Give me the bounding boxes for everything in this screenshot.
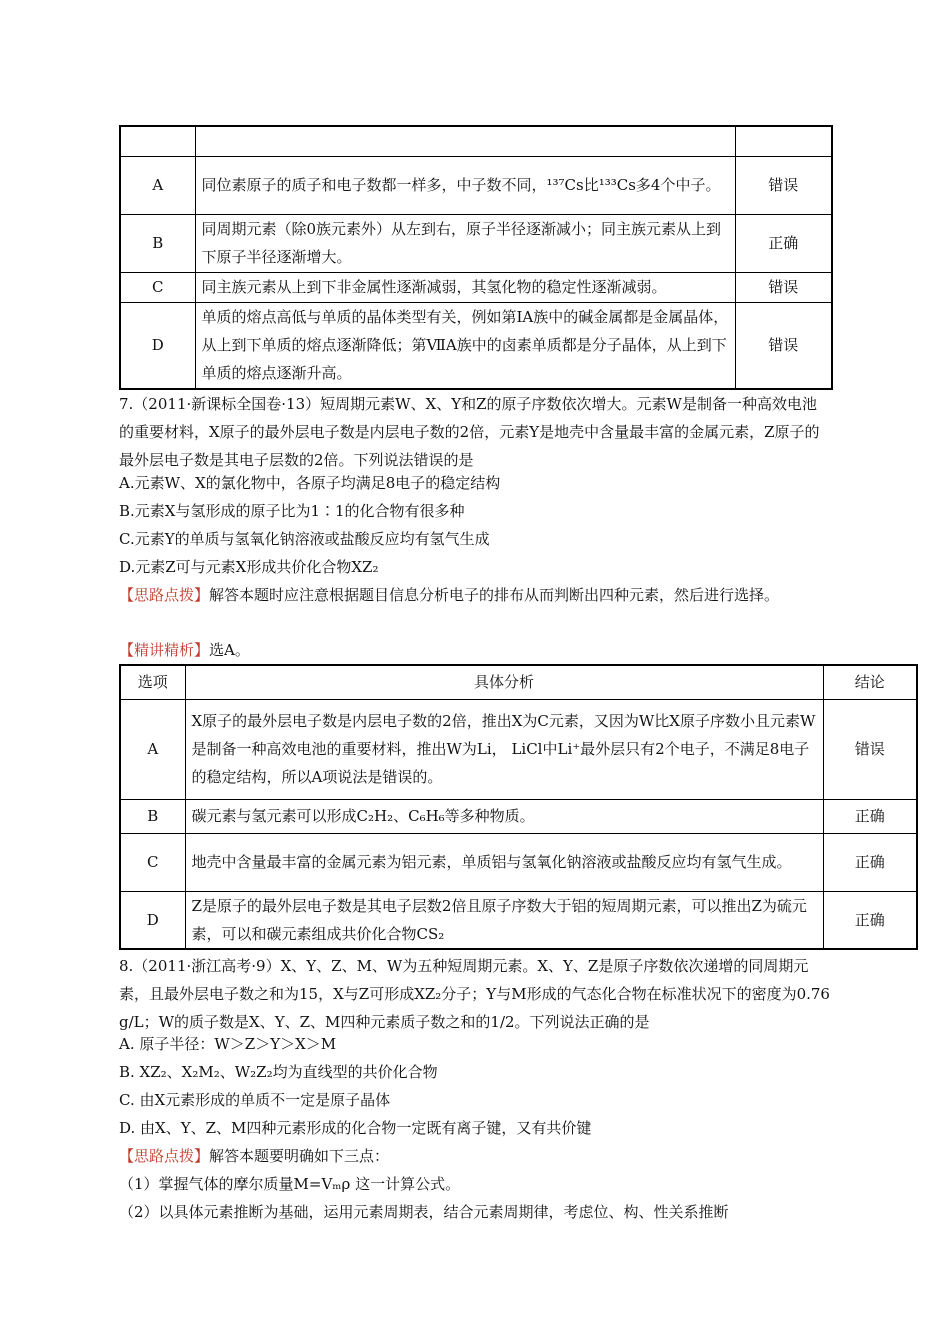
analysis-cell: Z是原子的最外层电子数是其电子层数2倍且原子序数大于铝的短周期元素，可以推出Z为硫元素，可以和碳元素组成共价化合物CS₂ bbox=[185, 891, 823, 949]
table-row bbox=[120, 214, 832, 272]
result-cell: 错误 bbox=[823, 699, 917, 799]
hint-tag: 【思路点拨】 bbox=[119, 1147, 210, 1165]
question-8-stem: 8.（2011·浙江高考·9）X、Y、Z、M、W为五种短周期元素。X、Y、Z是原子序数依次递增的同周期元素，且最外层电子数之和为15，X与Z可形成XZ₂分子；Y与M形成的气态化合物在标准状况下的密度为0.76 g/L；W的质子数是X、Y、Z、M四种元素质子数之和的1/2。下列说法正确的是 bbox=[119, 957, 830, 1031]
question-7-option-d: D.元素Z可与元素X形成共价化合物XZ₂ bbox=[119, 558, 379, 576]
option-cell: D bbox=[120, 891, 185, 949]
question-8-point-2: （2）以具体元素推断为基础，运用元素周期表，结合元素周期律，考虑位、构、性关系推断 bbox=[119, 1203, 729, 1221]
question-8-point-1: （1）掌握气体的摩尔质量M=Vₘρ 这一计算公式。 bbox=[119, 1175, 461, 1193]
table-row bbox=[120, 799, 917, 833]
question-7-analysis bbox=[119, 636, 831, 664]
option-cell bbox=[120, 126, 195, 156]
option-cell: C bbox=[120, 272, 195, 302]
result-cell: 错误 bbox=[735, 302, 832, 389]
analysis-tag: 【精讲精析】 bbox=[119, 641, 210, 659]
question-7-hint bbox=[119, 581, 831, 609]
table-row bbox=[120, 272, 832, 302]
result-cell: 正确 bbox=[823, 891, 917, 949]
option-cell: A bbox=[120, 156, 195, 214]
column-header-analysis: 具体分析 bbox=[185, 665, 823, 699]
question-7-option-b: B.元素X与氢形成的原子比为1∶1的化合物有很多种 bbox=[119, 502, 465, 520]
result-cell: 错误 bbox=[735, 272, 832, 302]
question-7-option-a: A.元素W、X的氯化物中，各原子均满足8电子的稳定结构 bbox=[119, 474, 501, 492]
analysis-cell bbox=[195, 126, 735, 156]
analysis-table-1 bbox=[119, 125, 833, 390]
analysis-cell: 碳元素与氢元素可以形成C₂H₂、C₆H₆等多种物质。 bbox=[185, 799, 823, 833]
result-cell: 正确 bbox=[823, 799, 917, 833]
hint-text: 解答本题要明确如下三点： bbox=[209, 1147, 390, 1165]
hint-tag: 【思路点拨】 bbox=[119, 586, 210, 604]
table-row bbox=[120, 156, 832, 214]
analysis-cell: 单质的熔点高低与单质的晶体类型有关，例如第ⅠA族中的碱金属都是金属晶体，从上到下单质的熔点逐渐降低；第ⅦA族中的卤素单质都是分子晶体，从上到下单质的熔点逐渐升高。 bbox=[195, 302, 735, 389]
option-cell: B bbox=[120, 214, 195, 272]
analysis-cell: 同周期元素（除0族元素外）从左到右，原子半径逐渐减小；同主族元素从上到下原子半径逐渐增大。 bbox=[195, 214, 735, 272]
option-cell: D bbox=[120, 302, 195, 389]
question-8-hint bbox=[119, 1142, 831, 1170]
hint-text: 解答本题时应注意根据题目信息分析电子的排布从而判断出四种元素，然后进行选择。 bbox=[209, 586, 780, 604]
table-row bbox=[120, 891, 917, 949]
question-8-option-b: B. XZ₂、X₂M₂、W₂Z₂均为直线型的共价化合物 bbox=[119, 1063, 438, 1081]
analysis-text: 选A。 bbox=[209, 641, 250, 659]
result-cell: 正确 bbox=[735, 214, 832, 272]
question-8-option-a: A. 原子半径：W＞Z＞Y＞X＞M bbox=[119, 1035, 337, 1053]
table-row bbox=[120, 302, 832, 389]
question-7-option-c: C.元素Y的单质与氢氧化钠溶液或盐酸反应均有氢气生成 bbox=[119, 530, 490, 548]
option-cell: C bbox=[120, 833, 185, 891]
table-header-row bbox=[120, 665, 917, 699]
analysis-cell: X原子的最外层电子数是内层电子数的2倍，推出X为C元素，又因为W比X原子序数小且元素W是制备一种高效电池的重要材料，推出W为Li， LiCl中Li⁺最外层只有2个电子，不满足8电子的稳定结构，所以A项说法是错误的。 bbox=[185, 699, 823, 799]
analysis-table-2 bbox=[119, 664, 918, 950]
column-header-result: 结论 bbox=[823, 665, 917, 699]
result-cell: 正确 bbox=[823, 833, 917, 891]
question-8-option-c: C. 由X元素形成的单质不一定是原子晶体 bbox=[119, 1091, 391, 1109]
column-header-option: 选项 bbox=[120, 665, 185, 699]
analysis-cell: 同主族元素从上到下非金属性逐渐减弱，其氢化物的稳定性逐渐减弱。 bbox=[195, 272, 735, 302]
table-row bbox=[120, 126, 832, 156]
option-cell: B bbox=[120, 799, 185, 833]
question-7-stem: 7.（2011·新课标全国卷·13）短周期元素W、X、Y和Z的原子序数依次增大。元素W是制备一种高效电池的重要材料，X原子的最外层电子数是内层电子数的2倍，元素Y是地壳中含量最丰富的金属元素，Z原子的最外层电子数是其电子层数的2倍。下列说法错误的是 bbox=[119, 395, 820, 469]
analysis-cell: 同位素原子的质子和电子数都一样多，中子数不同，¹³⁷Cs比¹³³Cs多4个中子。 bbox=[195, 156, 735, 214]
analysis-cell: 地壳中含量最丰富的金属元素为铝元素，单质铝与氢氧化钠溶液或盐酸反应均有氢气生成。 bbox=[185, 833, 823, 891]
question-8-option-d: D. 由X、Y、Z、M四种元素形成的化合物一定既有离子键，又有共价键 bbox=[119, 1119, 592, 1137]
table-row bbox=[120, 833, 917, 891]
result-cell bbox=[735, 126, 832, 156]
option-cell: A bbox=[120, 699, 185, 799]
table-row bbox=[120, 699, 917, 799]
result-cell: 错误 bbox=[735, 156, 832, 214]
